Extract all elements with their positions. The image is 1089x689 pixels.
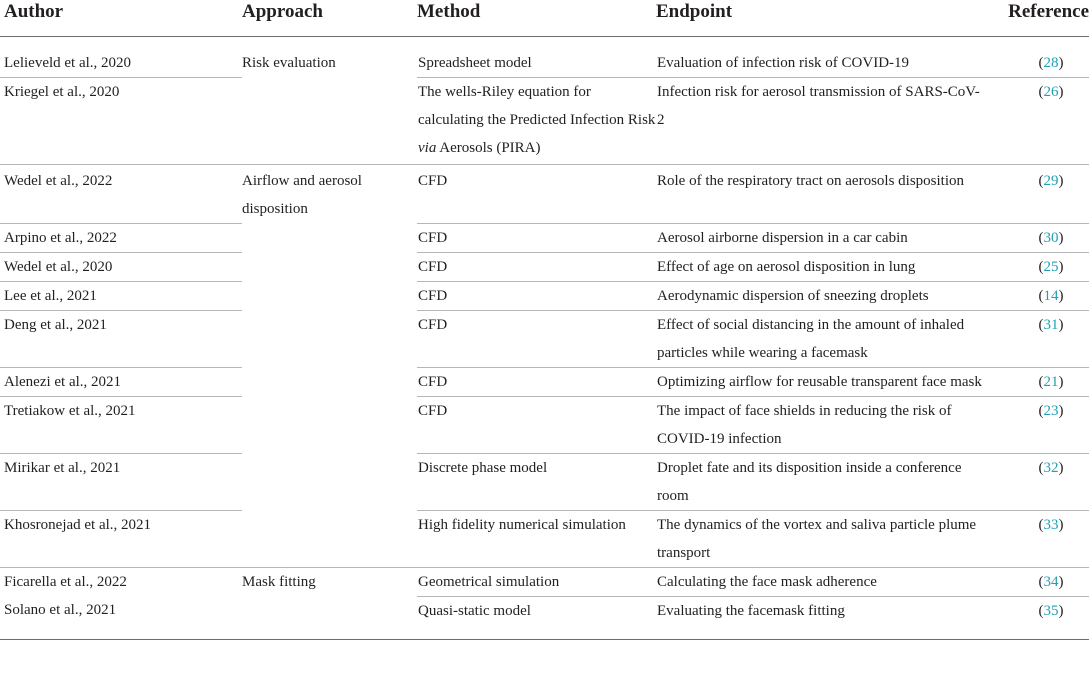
reference-link[interactable]: 33 — [1043, 516, 1059, 533]
cell-method: Discrete phase model — [417, 453, 656, 510]
cell-approach — [242, 596, 417, 639]
table-row — [0, 281, 1089, 310]
cell-endpoint: Effect of age on aerosol disposition in lung — [656, 252, 983, 281]
cell-method: CFD — [417, 252, 656, 281]
cell-author: Arpino et al., 2022 — [0, 223, 242, 252]
cell-reference: (29) — [983, 165, 1089, 224]
cell-approach — [242, 223, 417, 252]
cell-reference: (30) — [983, 223, 1089, 252]
table-row — [0, 78, 1089, 165]
table-row — [0, 310, 1089, 367]
reference-link[interactable]: 21 — [1043, 373, 1059, 390]
cell-reference: (35) — [983, 596, 1089, 639]
cell-method: CFD — [417, 223, 656, 252]
cell-author: Solano et al., 2021 — [0, 596, 242, 639]
cell-endpoint: Calculating the face mask adherence — [656, 567, 983, 596]
reference-link[interactable]: 31 — [1043, 316, 1059, 333]
cell-reference: (34) — [983, 567, 1089, 596]
header-approach: Approach — [242, 0, 417, 37]
cell-reference: (26) — [983, 78, 1089, 165]
table-row — [0, 37, 1089, 78]
cell-method: The wells-Riley equation for calculating the Predicted Infection Risk via Aerosols (PIRA) — [417, 78, 656, 165]
cell-method: Geometrical simulation — [417, 567, 656, 596]
table-row — [0, 396, 1089, 453]
cell-approach: Risk evaluation — [242, 55, 336, 71]
reference-link[interactable]: 26 — [1043, 84, 1059, 100]
cell-approach: Mask fitting — [242, 573, 316, 590]
cell-endpoint: Effect of social distancing in the amount of inhaled particles while wearing a facemask — [656, 310, 983, 367]
cell-method: CFD — [417, 396, 656, 453]
cell-reference: (25) — [983, 252, 1089, 281]
table-row — [0, 165, 1089, 224]
table-row — [0, 510, 1089, 567]
cell-endpoint: Aerosol airborne dispersion in a car cabin — [656, 223, 983, 252]
cell-reference: (31) — [983, 310, 1089, 367]
cell-endpoint: Optimizing airflow for reusable transparent face mask — [656, 367, 983, 396]
cell-approach — [242, 510, 417, 567]
cell-author: Lelieveld et al., 2020 — [0, 37, 242, 78]
reference-link[interactable]: 23 — [1043, 402, 1059, 419]
cell-reference: (33) — [983, 510, 1089, 567]
reference-link[interactable]: 35 — [1043, 602, 1059, 619]
header-endpoint: Endpoint — [656, 0, 983, 37]
cell-author: Khosronejad et al., 2021 — [0, 510, 242, 567]
cell-approach — [242, 252, 417, 281]
cell-author: Kriegel et al., 2020 — [0, 78, 242, 165]
cell-author: Mirikar et al., 2021 — [0, 453, 242, 510]
reference-link[interactable]: 14 — [1043, 287, 1059, 304]
reference-link[interactable]: 34 — [1043, 573, 1059, 590]
cell-method: High fidelity numerical simulation — [417, 510, 656, 567]
cell-method: CFD — [417, 310, 656, 367]
header-reference: Reference — [983, 0, 1089, 37]
cell-method: CFD — [417, 367, 656, 396]
cell-author: Deng et al., 2021 — [0, 310, 242, 367]
cell-approach — [242, 310, 417, 367]
cell-method: CFD — [417, 281, 656, 310]
table-row — [0, 367, 1089, 396]
reference-link[interactable]: 28 — [1043, 55, 1059, 71]
cell-author: Tretiakow et al., 2021 — [0, 396, 242, 453]
table-row — [0, 223, 1089, 252]
reference-link[interactable]: 29 — [1043, 173, 1059, 189]
reference-link[interactable]: 25 — [1043, 258, 1059, 275]
cell-method: CFD — [417, 165, 656, 224]
cell-reference: (21) — [983, 367, 1089, 396]
header-row — [0, 0, 1089, 37]
cell-reference: (14) — [983, 281, 1089, 310]
header-method: Method — [417, 0, 656, 37]
cell-endpoint: The impact of face shields in reducing the risk of COVID-19 infection — [656, 396, 983, 453]
cell-approach — [242, 281, 417, 310]
reference-link[interactable]: 32 — [1043, 459, 1059, 476]
cell-approach — [242, 367, 417, 396]
cell-method: Spreadsheet model — [418, 55, 532, 71]
cell-approach — [242, 78, 417, 165]
table-row — [0, 567, 1089, 596]
cell-author: Wedel et al., 2020 — [0, 252, 242, 281]
cell-reference: (28) — [1038, 55, 1064, 71]
cell-author: Lee et al., 2021 — [0, 281, 242, 310]
cell-endpoint: Evaluation of infection risk of COVID-19 — [657, 55, 910, 71]
table-row — [0, 596, 1089, 639]
cell-author: Alenezi et al., 2021 — [0, 367, 242, 396]
cell-endpoint: Droplet fate and its disposition inside a conference room — [656, 453, 983, 510]
cell-approach — [242, 396, 417, 453]
cell-reference: (32) — [983, 453, 1089, 510]
table-row — [0, 252, 1089, 281]
cell-reference: (23) — [983, 396, 1089, 453]
cell-endpoint: Role of the respiratory tract on aerosols disposition — [656, 165, 983, 224]
cell-endpoint: The dynamics of the vortex and saliva particle plume transport — [656, 510, 983, 567]
cell-method: Quasi-static model — [417, 596, 656, 639]
reference-link[interactable]: 30 — [1043, 229, 1059, 246]
header-author: Author — [0, 0, 242, 37]
cell-author: Ficarella et al., 2022 — [4, 573, 127, 590]
cell-endpoint: Infection risk for aerosol transmission of SARS-CoV-2 — [656, 78, 983, 165]
cell-approach — [242, 453, 417, 510]
cell-approach: Airflow and aerosol disposition — [242, 173, 362, 217]
cell-endpoint: Aerodynamic dispersion of sneezing droplets — [656, 281, 983, 310]
table-row — [0, 453, 1089, 510]
cell-endpoint: Evaluating the facemask fitting — [656, 596, 983, 639]
cell-author: Wedel et al., 2022 — [0, 165, 242, 224]
